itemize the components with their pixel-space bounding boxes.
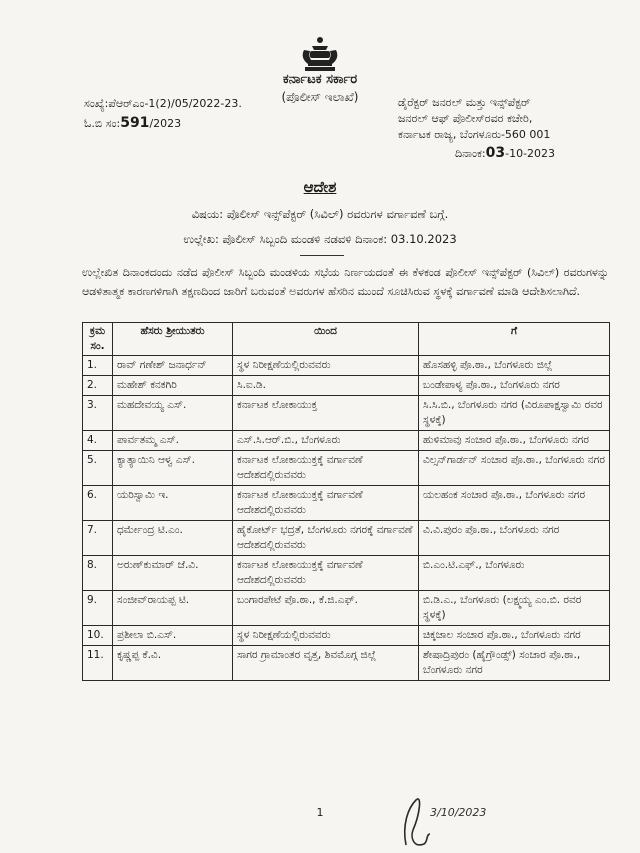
header-name: ಹೆಸರು ಶ್ರೀಯುತರು — [113, 323, 233, 356]
cell-from: ಬಂಗಾರಪೇಟೆ ಪೊ.ಠಾ., ಕೆ.ಜಿ.ಎಫ್. — [233, 591, 419, 626]
cell-to: ಬಿ.ಡಿ.ಎ., ಬೆಂಗಳೂರು (ಲಕ್ಷ್ಮಯ್ಯ ಎಂ.ಬಿ. ರವರ ಸ್ಥಳಕ್ಕೆ) — [419, 591, 610, 626]
cell-to: ವಿಲ್ಸನ್‌ಗಾರ್ಡನ್ ಸಂಚಾರ ಪೊ.ಠಾ., ಬೆಂಗಳೂರು ನಗರ — [419, 451, 610, 486]
cell-name: ಅರುಣ್‌ಕುಮಾರ್ ಜೆ.ವಿ. — [113, 556, 233, 591]
cell-to: ವಿ.ವಿ.ಪುರಂ ಪೊ.ಠಾ., ಬೆಂಗಳೂರು ನಗರ — [419, 521, 610, 556]
cell-name: ರಾವ್ ಗಣೇಶ್ ಜನಾರ್ಧನ್ — [113, 356, 233, 376]
cell-name: ಯರಿಸ್ವಾಮಿ ಇ. — [113, 486, 233, 521]
header-to: ಗೆ — [419, 323, 610, 356]
cell-from: ಹೈಕೋರ್ಟ್ ಭದ್ರತೆ, ಬೆಂಗಳೂರು ನಗರಕ್ಕೆ ವರ್ಗಾವಣೆ ಆದೇಶದಲ್ಲಿರುವವರು — [233, 521, 419, 556]
table-row — [83, 521, 610, 556]
table-header-row — [83, 323, 610, 356]
order-date — [455, 145, 555, 161]
handwritten-signature-icon — [398, 790, 518, 853]
cell-from: ಎಸ್.ಸಿ.ಆರ್.ಬಿ., ಬೆಂಗಳೂರು — [233, 431, 419, 451]
transfer-table — [82, 322, 610, 681]
cell-serial: 1. — [83, 356, 113, 376]
ob-number — [84, 115, 181, 131]
cell-name: ಮಹದೇವಯ್ಯ ಎಸ್. — [113, 396, 233, 431]
table-row — [83, 431, 610, 451]
cell-from: ಸಾಗರ ಗ್ರಾಮಾಂತರ ವೃತ್ತ, ಶಿವಮೊಗ್ಗ ಜಿಲ್ಲೆ — [233, 646, 419, 681]
reference-line: ಉಲ್ಲೇಖ: ಪೊಲೀಸ್ ಸಿಬ್ಬಂದಿ ಮಂಡಳಿ ನಡವಳಿ ದಿನಾಂಕ: 03.10.2023 — [183, 232, 457, 246]
cell-to: ಹೊಸಹಳ್ಳಿ ಪೊ.ಠಾ., ಬೆಂಗಳೂರು ಜಿಲ್ಲೆ — [419, 356, 610, 376]
reference-number: ಸಂಖ್ಯೆ:ಪೆಆರ್‌ಎಂ-1(2)/05/2022-23. — [84, 97, 242, 110]
table-row — [83, 486, 610, 521]
department-name: (ಪೊಲೀಸ್ ಇಲಾಖೆ) — [281, 90, 359, 104]
order-body: ಉಲ್ಲೇಖಿತ ದಿನಾಂಕದಂದು ನಡೆದ ಪೊಲೀಸ್ ಸಿಬ್ಬಂದಿ ಮಂಡಳಿಯ ಸಭೆಯ ನಿರ್ಣಯದಂತೆ ಈ ಕೆಳಕಂಡ ಪೊಲೀಸ್ ಇನ್ಸ್‌ಪೆಕ್ಟರ್ (ಸಿವಿಲ್) ರವರುಗಳನ್ನು ಆಡಳಿತಾತ್ಮಕ ಕಾರಣಗಳಿಗಾಗಿ ತಕ್ಷಣದಿಂದ ಜಾರಿಗೆ ಬರುವಂತೆ ಅವರುಗಳ ಹೆಸರಿನ ಮುಂದೆ ಸೂಚಿಸಿರುವ ಸ್ಥಳಕ್ಕೆ ವರ್ಗಾವಣೆ ಮಾಡಿ ಆದೇಶಿಸಲಾಗಿದೆ. — [82, 266, 609, 298]
government-name: ಕರ್ನಾಟಕ ಸರ್ಕಾರ — [282, 72, 358, 87]
cell-to: ಹುಳಿಮಾವು ಸಂಚಾರ ಪೊ.ಠಾ., ಬೆಂಗಳೂರು ನಗರ — [419, 431, 610, 451]
cell-from: ಕರ್ನಾಟಕ ಲೋಕಾಯುಕ್ತ — [233, 396, 419, 431]
subject-line: ವಿಷಯ: ಪೊಲೀಸ್ ಇನ್ಸ್‌ಪೆಕ್ಟರ್ (ಸಿವಿಲ್) ರವರುಗಳ ವರ್ಗಾವಣೆ ಬಗ್ಗೆ. — [191, 207, 449, 221]
cell-name: ಸಂಜೀವ್‌ರಾಯಪ್ಪ ಟಿ. — [113, 591, 233, 626]
header-serial: ಕ್ರಮ ಸಂ. — [83, 323, 113, 356]
table-row — [83, 556, 610, 591]
ob-suffix: /2023 — [149, 117, 182, 130]
cell-to: ಶೇಷಾದ್ರಿಪುರಂ (ಹೈಗ್ರೌಂಡ್ಸ್) ಸಂಚಾರ ಪೊ.ಠಾ., ಬೆಂಗಳೂರು ನಗರ — [419, 646, 610, 681]
order-title: ಆದೇಶ — [303, 178, 337, 196]
cell-from: ಸ್ಥಳ ನಿರೀಕ್ಷಣೆಯಲ್ಲಿರುವವರು — [233, 626, 419, 646]
table-row — [83, 626, 610, 646]
divider — [300, 255, 344, 256]
cell-from: ಸ್ಥಳ ನಿರೀಕ್ಷಣೆಯಲ್ಲಿರುವವರು — [233, 356, 419, 376]
cell-from: ಕರ್ನಾಟಕ ಲೋಕಾಯುಕ್ತಕ್ಕೆ ವರ್ಗಾವಣೆ ಆದೇಶದಲ್ಲಿರುವವರು — [233, 451, 419, 486]
address-line-2: ಜನರಲ್ ಆಫ್ ಪೊಲೀಸ್‌ರವರ ಕಚೇರಿ, — [398, 112, 533, 125]
cell-name: ಮಹೇಶ್ ಕನಕಗಿರಿ — [113, 376, 233, 396]
cell-serial: 9. — [83, 591, 113, 626]
table-row — [83, 356, 610, 376]
table-row — [83, 376, 610, 396]
cell-serial: 3. — [83, 396, 113, 431]
ob-prefix: ಓ.ಬಿ ಸಂ: — [84, 117, 121, 130]
date-prefix: ದಿನಾಂಕ: — [455, 147, 486, 160]
table-row — [83, 591, 610, 626]
date-handwritten-day: 03 — [485, 145, 506, 161]
cell-from: ಕರ್ನಾಟಕ ಲೋಕಾಯುಕ್ತಕ್ಕೆ ವರ್ಗಾವಣೆ ಆದೇಶದಲ್ಲಿರುವವರು — [233, 556, 419, 591]
cell-serial: 2. — [83, 376, 113, 396]
cell-serial: 6. — [83, 486, 113, 521]
cell-name: ಪಾರ್ವತಮ್ಮ ಎಸ್. — [113, 431, 233, 451]
cell-serial: 7. — [83, 521, 113, 556]
cell-name: ಕ್ಯಾತ್ಯಾಯಿನಿ ಆಳ್ವ ಎಸ್. — [113, 451, 233, 486]
cell-to: ಬಂಡೇಪಾಳ್ಯ ಪೊ.ಠಾ., ಬೆಂಗಳೂರು ನಗರ — [419, 376, 610, 396]
cell-name: ಪ್ರಶೀಲಾ ಬಿ.ಎಸ್. — [113, 626, 233, 646]
cell-serial: 10. — [83, 626, 113, 646]
cell-name: ಕೃಷ್ಣಪ್ಪ ಕೆ.ವಿ. — [113, 646, 233, 681]
cell-to: ಯಲಹಂಕ ಸಂಚಾರ ಪೊ.ಠಾ., ಬೆಂಗಳೂರು ನಗರ — [419, 486, 610, 521]
page-number: 1 — [316, 806, 324, 819]
table-row — [83, 646, 610, 681]
cell-serial: 4. — [83, 431, 113, 451]
state-emblem-icon — [298, 36, 342, 74]
date-suffix: -10-2023 — [505, 147, 556, 160]
cell-serial: 8. — [83, 556, 113, 591]
header-from: ಯಿಂದ — [233, 323, 419, 356]
address-line-3: ಕರ್ನಾಟಕ ರಾಜ್ಯ, ಬೆಂಗಳೂರು-560 001 — [398, 128, 551, 141]
signature-date: 3/10/2023 — [430, 806, 487, 819]
cell-serial: 11. — [83, 646, 113, 681]
office-address — [398, 95, 550, 143]
cell-to: ಚಿಕ್ಕಜಾಲ ಸಂಚಾರ ಪೊ.ಠಾ., ಬೆಂಗಳೂರು ನಗರ — [419, 626, 610, 646]
table-row — [83, 396, 610, 431]
ob-handwritten-number: 591 — [120, 115, 150, 131]
cell-to: ಸಿ.ಸಿ.ಬಿ., ಬೆಂಗಳೂರು ನಗರ (ವಿರೂಪಾಕ್ಷಸ್ವಾಮಿ ರವರ ಸ್ಥಳಕ್ಕೆ) — [419, 396, 610, 431]
cell-serial: 5. — [83, 451, 113, 486]
address-line-1: ಡೈರೆಕ್ಟರ್ ಜನರಲ್ ಮತ್ತು ಇನ್ಸ್‌ಪೆಕ್ಟರ್ — [398, 96, 531, 109]
cell-from: ಸಿ.ಐ.ಡಿ. — [233, 376, 419, 396]
cell-from: ಕರ್ನಾಟಕ ಲೋಕಾಯುಕ್ತಕ್ಕೆ ವರ್ಗಾವಣೆ ಆದೇಶದಲ್ಲಿರುವವರು — [233, 486, 419, 521]
table-row — [83, 451, 610, 486]
cell-name: ಧರ್ಮೇಂದ್ರ ಟಿ.ಎಂ. — [113, 521, 233, 556]
cell-to: ಬಿ.ಎಂ.ಟಿ.ಎಫ್., ಬೆಂಗಳೂರು — [419, 556, 610, 591]
